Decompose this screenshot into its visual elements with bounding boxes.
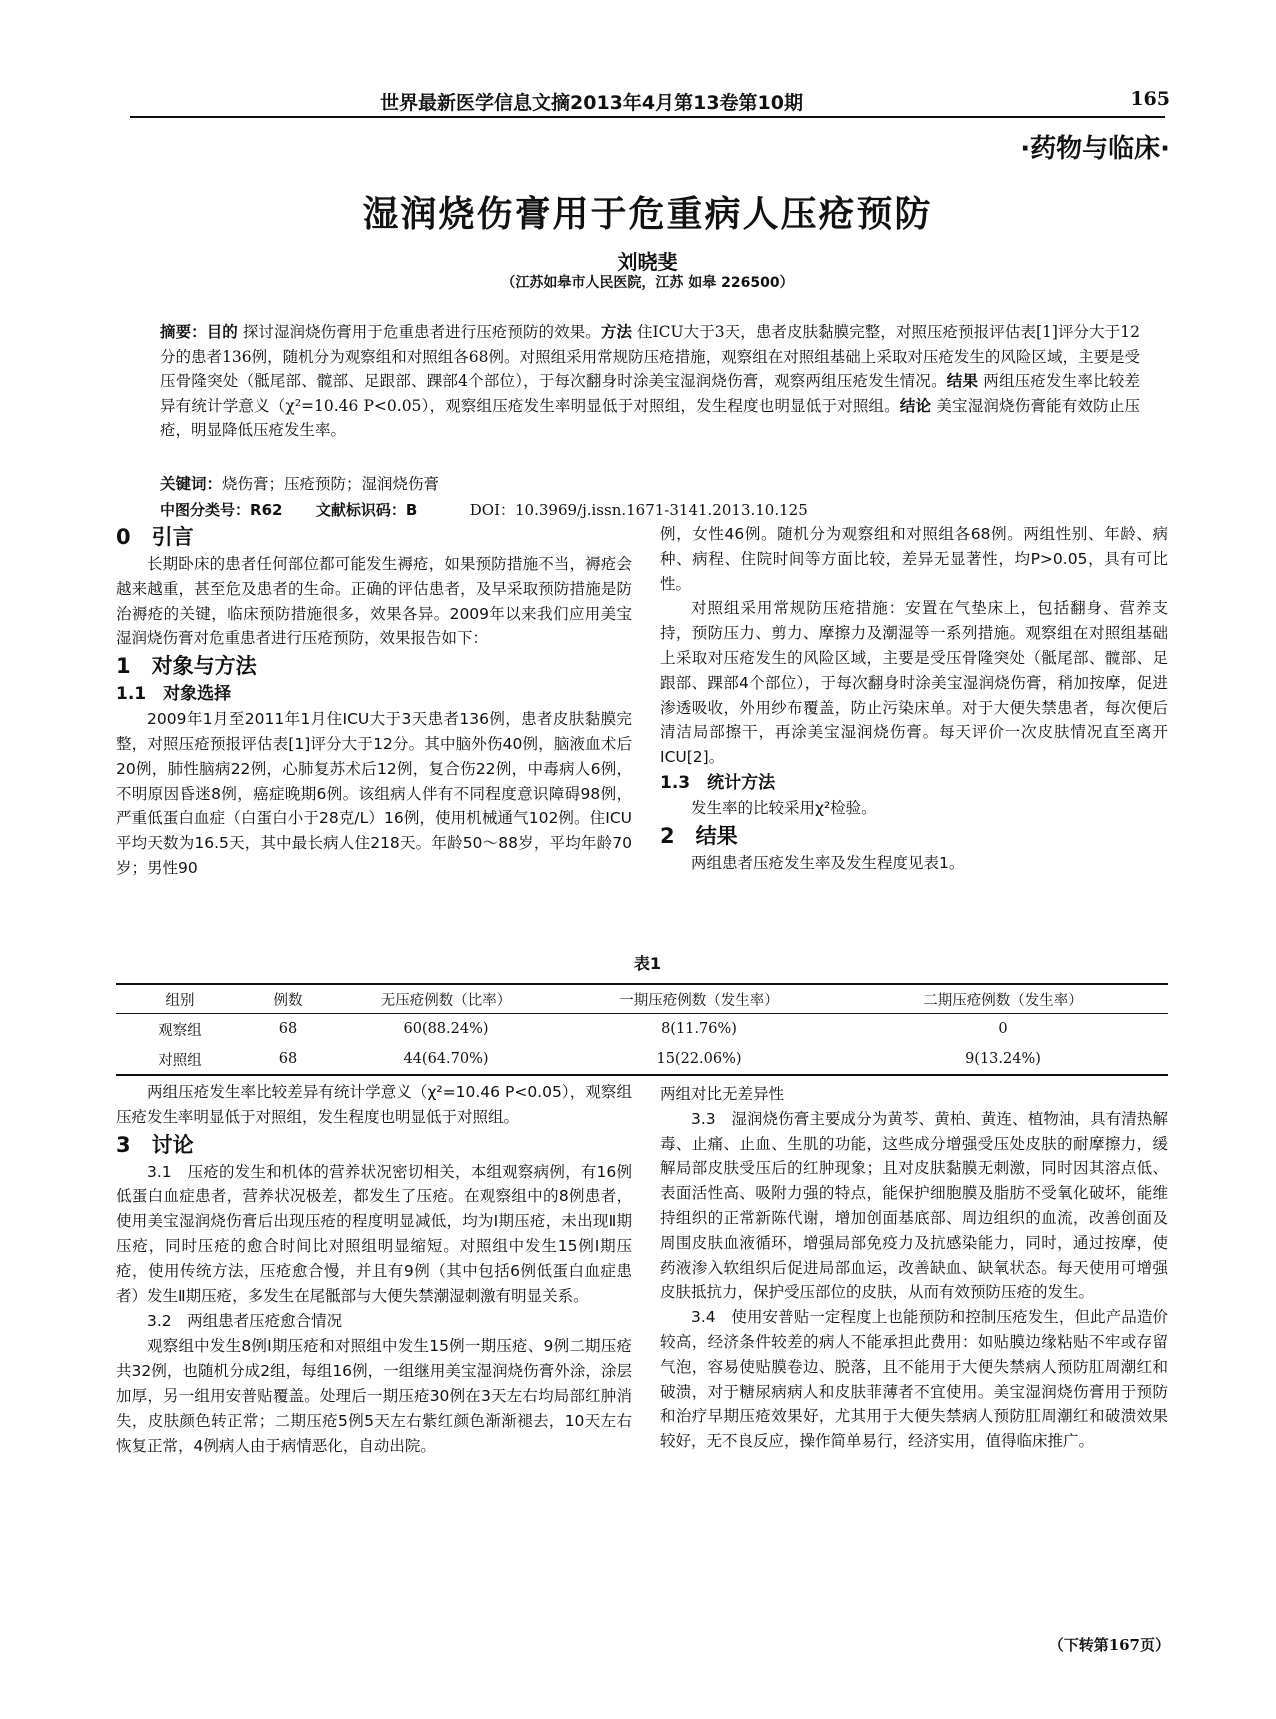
table-header-row — [116, 984, 1168, 1014]
table-caption: 表1 — [633, 954, 662, 973]
table-cell: 68 — [244, 1044, 332, 1075]
journal-header: 世界最新医学信息文摘2013年4月第13卷第10期 — [380, 92, 803, 114]
clc-label: 中图分类号： — [160, 501, 251, 519]
doc-value: B — [405, 501, 418, 519]
section-3-2-heading: 3.2 两组患者压疮愈合情况 — [147, 1312, 343, 1331]
table-cell: 对照组 — [116, 1044, 244, 1075]
right-column-lower — [660, 1082, 1168, 1454]
table-cell: 8(11.76%) — [661, 1021, 737, 1037]
table-header-cell: 一期压疮例数（发生率） — [560, 984, 838, 1014]
section-1-heading: 1 对象与方法 — [116, 654, 257, 679]
abstract — [160, 320, 1140, 443]
discussion-3-2-cont: 两组对比无差异性 — [660, 1085, 785, 1103]
table-header-cell: 无压疮例数（比率） — [332, 984, 560, 1014]
keywords-label: 关键词： — [160, 475, 223, 493]
results-table — [116, 983, 1168, 1076]
section-2-heading: 2 结果 — [660, 823, 738, 848]
table-cell: 60(88.24%) — [403, 1021, 489, 1037]
conclusion-text: 美宝湿润烧伤膏能有效防止压疮，明显降低压疮发生率。 — [160, 396, 1140, 439]
right-column-upper — [660, 522, 1168, 876]
table-header-cell: 二期压疮例数（发生率） — [838, 984, 1168, 1014]
section-3-heading: 3 讨论 — [116, 1132, 194, 1157]
table-row — [116, 1044, 1168, 1075]
table-cell: 观察组 — [158, 1022, 202, 1039]
keywords-text: 烧伤膏；压疮预防；湿润烧伤膏 — [222, 475, 440, 493]
result-label: 结果 — [946, 372, 979, 390]
discussion-3-1: 3.1 压疮的发生和机体的营养状况密切相关，本组观察病例，有16例低蛋白血症患者，营养状况极差，都发生了压疮。在观察组中的8例患者，使用美宝湿润烧伤膏后出现压疮的程度明显减低，均为Ⅰ期压疮，未出现Ⅱ期压疮，同时压疮的愈合时间比对照组明显缩短。对照组中发生15例Ⅰ期压疮，使用传统方法，压疮愈合慢，并且有9例（其中包括6例低蛋白血症患者）发生Ⅱ期压疮，多发生在尾骶部与大便失禁潮湿刺激有明显关系。 — [116, 1162, 632, 1305]
intro-paragraph: 长期卧床的患者任何部位都可能发生褥疮，如果预防措施不当，褥疮会越来越重，甚至危及患者的生命。正确的评估患者，及早采取预防措施是防治褥疮的关键，临床预防措施很多，效果各异。2009年以来我们应用美宝湿润烧伤膏对危重患者进行压疮预防，效果报告如下： — [116, 555, 632, 648]
discussion-3-4: 3.4 使用安普贴一定程度上也能预防和控制压疮发生，但此产品造价较高，经济条件较差的病人不能承担此费用：如贴膜边缘粘贴不牢或存留气泡，容易使贴膜卷边、脱落，且不能用于大便失禁病人预防肛周潮红和破溃，对于糖尿病病人和皮肤菲薄者不宜使用。美宝湿润烧伤膏用于预防和治疗早期压疮效果好，尤其用于大便失禁病人预防肛周潮红和破溃效果较好，无不良反应，操作简单易行，经济实用，值得临床推广。 — [660, 1308, 1168, 1451]
table-cell: 9(13.24%) — [838, 1044, 1168, 1075]
subjects-paragraph: 2009年1月至2011年1月住ICU大于3天患者136例，患者皮肤黏膜完整，对照压疮预报评估表[1]评分大于12分。其中脑外伤40例，脑液血术后20例，肺性脑病22例，心肺复苏术后12例，复合伤22例，中毒病人6例，不明原因昏迷8例，癌症晚期6例。该组病人伴有不同程度意识障碍98例，严重低蛋白血症（白蛋白小于28克/L）16例，使用机械通气102例。住ICU平均天数为16.5天，其中最长病人住218天。年龄50～88岁，平均年龄70岁；男性90 — [116, 710, 632, 877]
table-cell: 44(64.70%) — [332, 1044, 560, 1075]
left-column-lower — [116, 1080, 632, 1458]
section-tag: ·药物与临床· — [1020, 134, 1170, 164]
section-0-heading: 0 引言 — [116, 525, 194, 549]
doc-label: 文献标识码： — [315, 501, 406, 519]
author: 刘晓斐 — [617, 250, 678, 274]
doi-label: DOI： — [469, 501, 515, 519]
conclusion-label: 结论 — [899, 396, 932, 415]
discussion-3-2: 观察组中发生8例Ⅰ期压疮和对照组中发生15例一期压疮、9例二期压疮共32例，也随机分成2组，每组16例，一组继用美宝湿润烧伤膏外涂，涂层加厚，另一组用安普贴覆盖。处理后一期压疮30例在3天左右均局部红肿消失，皮肤颜色转正常；二期压疮5例5天左右紫红颜色渐渐褪去，10天左右恢复正常，4例病人由于病情恶化，自动出院。 — [116, 1337, 632, 1455]
table-cell: 15(22.06%) — [560, 1044, 838, 1075]
section-1-1-heading: 1.1 对象选择 — [116, 684, 232, 705]
discussion-3-3: 3.3 湿润烧伤膏主要成分为黄芩、黄柏、黄连、植物油，具有清热解毒、止痛、止血、生肌的功能，这些成分增强受压处皮肤的耐摩擦力，缓解局部皮肤受压后的红肿现象；且对皮肤黏膜无刺激，同时因其溶点低、表面活性高、吸附力强的特点，能保护细胞膜及脂肪不受氧化破坏，能维持组织的正常新陈代谢，增加创面基底部、周边组织的血流，改善创面及周围皮肤血液循环，增强局部免疫力及抗感染能力，同时，通过按摩，使药液渗入软组织后促进局部血运，改善缺血、缺氧状态。每天使用可增强皮肤抵抗力，保护受压部位的皮肤，从而有效预防压疮的发生。 — [660, 1109, 1168, 1302]
doi-value: 10.3969/j.issn.1671-3141.2013.10.125 — [515, 501, 808, 519]
clc-value: R62 — [250, 501, 283, 519]
article-title: 湿润烧伤膏用于危重病人压疮预防 — [362, 194, 933, 235]
affiliation: （江苏如皋市人民医院，江苏 如皋 226500） — [501, 275, 794, 291]
table-header-cell: 例数 — [244, 984, 332, 1014]
abstract-label: 摘要： — [160, 323, 207, 341]
table-header-cell: 组别 — [116, 984, 244, 1014]
table-row — [116, 1014, 1168, 1045]
table-cell: 0 — [998, 1021, 1008, 1037]
keywords — [160, 472, 1140, 496]
method-label: 方法 — [600, 323, 632, 341]
subjects-paragraph-cont: 例，女性46例。随机分为观察组和对照组各68例。两组性别、年龄、病种、病程、住院时间等方面比较，差异无显著性，均P>0.05，具有可比性。 — [660, 525, 1168, 593]
stats-paragraph: 发生率的比较采用χ²检验。 — [691, 798, 877, 817]
classification-line — [160, 498, 1140, 522]
left-column-upper — [116, 522, 632, 881]
table-cell: 68 — [278, 1021, 298, 1037]
header-rule — [130, 116, 1165, 118]
objective-label: 目的 — [206, 323, 238, 341]
section-1-3-heading: 1.3 统计方法 — [660, 772, 776, 793]
objective-text: 探讨湿润烧伤膏用于危重患者进行压疮预防的效果。 — [242, 323, 601, 341]
continued-note: （下转第167页） — [1048, 1636, 1170, 1654]
result-text: 两组压疮发生率比较差异有统计学意义（χ²=10.46 P<0.05），观察组压疮发生率明显低于对照组，发生程度也明显低于对照组。 — [160, 372, 1140, 415]
results-paragraph: 两组患者压疮发生率及发生程度见表1。 — [691, 853, 965, 872]
method-text: 住ICU大于3天，患者皮肤黏膜完整，对照压疮预报评估表[1]评分大于12分的患者136例，随机分为观察组和对照组各68例。对照组采用常规防压疮措施，观察组在对照组基础上采取对压疮发生的风险区域，主要是受压骨隆突处（骶尾部、髋部、足跟部、踝部4个部位），于每次翻身时涂美宝湿润烧伤膏，观察两组压疮发生情况。 — [160, 323, 1140, 390]
methods-paragraph: 对照组采用常规防压疮措施：安置在气垫床上，包括翻身、营养支持，预防压力、剪力、摩擦力及潮湿等一系列措施。观察组在对照组基础上采取对压疮发生的风险区域，主要是受压骨隆突处（骶尾部、髋部、足跟部、踝部4个部位），于每次翻身时涂美宝湿润烧伤膏，稍加按摩，促进渗透吸收，外用纱布覆盖，防止污染床单。对于大便失禁患者，每次便后清洁局部擦干，再涂美宝湿润烧伤膏。每天评价一次皮肤情况直至离开ICU[2]。 — [660, 599, 1168, 767]
page-number: 165 — [1130, 88, 1170, 110]
after-table-paragraph: 两组压疮发生率比较差异有统计学意义（χ²=10.46 P<0.05），观察组压疮发生率明显低于对照组，发生程度也明显低于对照组。 — [116, 1083, 632, 1126]
